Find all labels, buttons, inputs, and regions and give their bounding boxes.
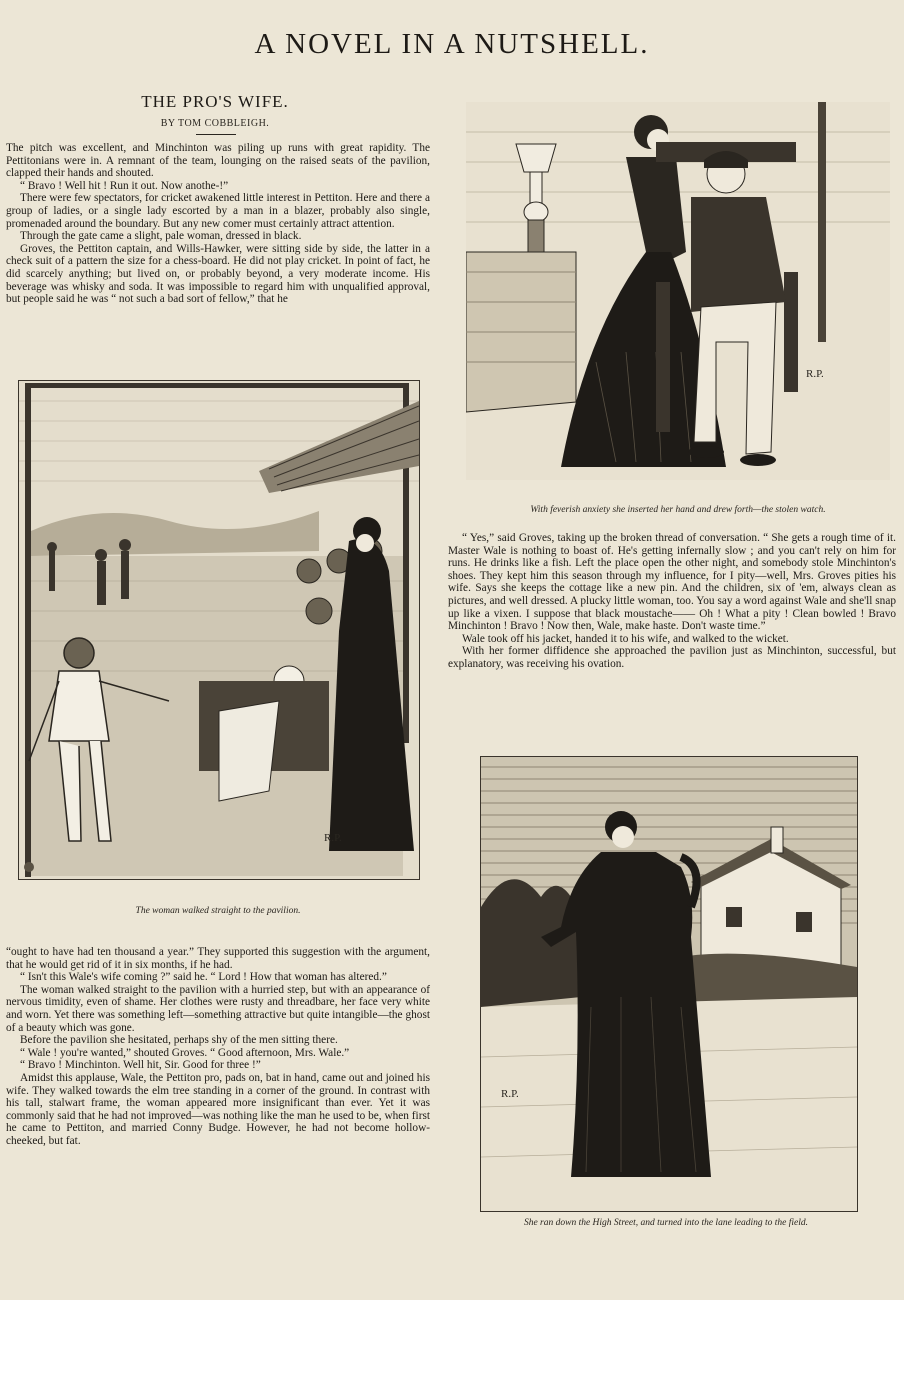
caption-watch: With feverish anxiety she inserted her hand and drew forth—the stolen watch. bbox=[530, 505, 826, 515]
paragraph: Wale took off his jacket, handed it to his wife, and walked to the wicket. bbox=[462, 632, 789, 645]
paragraph: The woman walked straight to the pavilion with a hurried step, but with an appearance of nervous timidity, even of shame. Her clothes were rusty and threadbare, her face very white and worn. Yet there was something left—something attractive but quite intangible—the ghost of a beauty which was gone. bbox=[6, 983, 430, 1034]
byline: BY TOM COBBLEIGH. bbox=[160, 118, 270, 129]
paragraph: “ Wale ! you're wanted,” shouted Groves. “ Good afternoon, Mrs. Wale.” bbox=[20, 1046, 350, 1059]
stock-footer bbox=[0, 1300, 904, 1390]
paragraph: “ought to have had ten thousand a year.” They supported this suggestion with the argument, that he would get rid of it in six months, if he had. bbox=[6, 946, 430, 971]
paragraph: Groves, the Pettiton captain, and Wills-Hawker, were sitting side by side, the latter in a check suit of a pattern the size for a chess-board. He did not play cricket. In point of fact, he did scarcely anything; but lived on, or probably beyond, a very moderate income. His beverage was whisky and soda. It was impossible to regard him with unqualified approval, but people said he was “ not such a bad sort of fellow,” that he bbox=[6, 242, 430, 306]
paragraph: With her former diffidence she approached the pavilion just as Minchinton, successful, but explanatory, was receiving his ovation. bbox=[448, 645, 896, 670]
paragraph: The pitch was excellent, and Minchinton was piling up runs with great rapidity. The Pettitonians were in. A remnant of the team, lounging on the raised seats of the pavilion, clapped their hands and shouted. bbox=[6, 142, 430, 180]
title-rule bbox=[196, 134, 236, 135]
right-column-middle bbox=[448, 532, 896, 671]
paragraph: “ Isn't this Wale's wife coming ?” said he. “ Lord ! How that woman has altered.” bbox=[20, 971, 387, 984]
illustration-watch bbox=[466, 102, 890, 480]
illustration-street bbox=[480, 756, 858, 1212]
page-title: A NOVEL IN A NUTSHELL. bbox=[254, 28, 650, 60]
left-column-top bbox=[6, 142, 430, 306]
paragraph: “ Bravo ! Minchinton. Well hit, Sir. Good for three !” bbox=[20, 1059, 261, 1072]
paragraph: Before the pavilion she hesitated, perhaps shy of the men sitting there. bbox=[20, 1034, 338, 1047]
illustration-cricket bbox=[18, 380, 420, 880]
svg-text:R.P.: R.P. bbox=[806, 368, 824, 380]
caption-street: She ran down the High Street, and turned into the lane leading to the field. bbox=[523, 1218, 809, 1228]
paragraph: “ Yes,” said Groves, taking up the broken thread of conversation. “ She gets a rough time of it. Master Wale is nothing to boast of. He's getting infernally slow ; and you can't rely on him for runs. He drinks like a fish. Left the place open the other night, and somebody stole Minchinton's shoes. They kept him this season through my influence, for I pity—well, Mrs. Groves pities his wife. Says she keeps the cottage like a new pin. And the children, six of 'em, always clean as pictures, and well dressed. A plucky little woman, too. You say a word against Wale and she'll snap up like a vixen. I suppose that black moustache—— Oh ! What a pity ! Clean bowled ! Bravo Minchinton ! Bravo ! Now then, Wale, make haste. Don't waste time.” bbox=[448, 532, 896, 633]
paragraph: There were few spectators, for cricket awakened little interest in Pettiton. Here and there a group of ladies, or a single lady escorted by a man in a blazer, probably also single, promenaded around the boundary. But any new comer must certainly attract attention. bbox=[6, 192, 430, 230]
paragraph: “ Bravo ! Well hit ! Run it out. Now anothe-!” bbox=[20, 179, 229, 192]
svg-text:R.P.: R.P. bbox=[324, 832, 342, 844]
paragraph: Amidst this applause, Wale, the Pettiton pro, pads on, bat in hand, came out and joined his wife. They walked towards the elm tree standing in a corner of the ground. In contrast with his tall, stalwart frame, the woman appeared more insignificant than ever. Yet it was commonly said that he had not improved—was nothing like the man he used to be, when first he came to Pettiton, and married Conny Budge. However, he had not become hollow-cheeked, but fat. bbox=[6, 1071, 430, 1147]
caption-cricket: The woman walked straight to the pavilion. bbox=[135, 906, 301, 916]
paragraph: Through the gate came a slight, pale woman, dressed in black. bbox=[20, 230, 302, 243]
left-column-bottom bbox=[6, 946, 430, 1148]
svg-text:R.P.: R.P. bbox=[501, 1088, 519, 1100]
story-title: THE PRO'S WIFE. bbox=[141, 92, 289, 111]
